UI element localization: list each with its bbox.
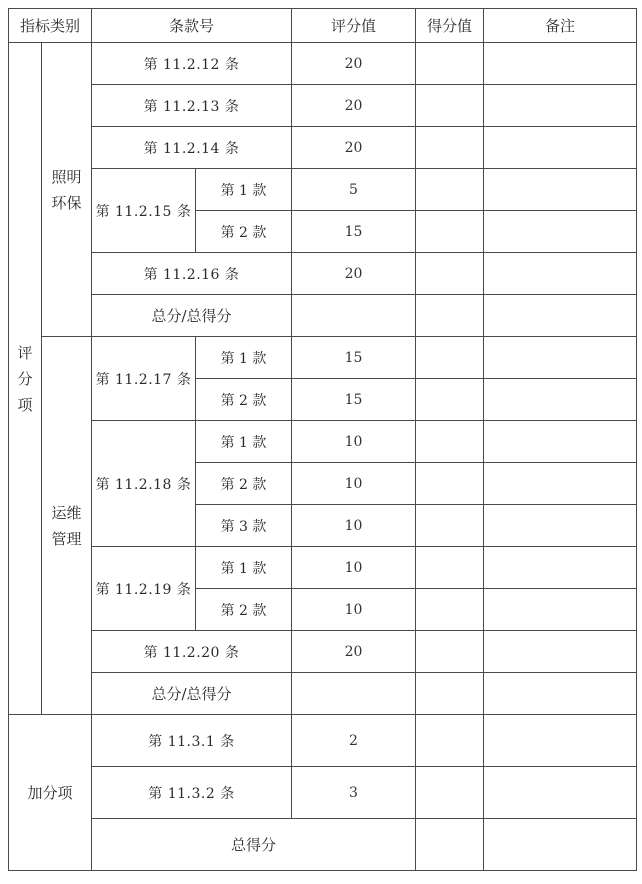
table-row <box>9 127 637 169</box>
score-cell: 15 <box>292 379 416 421</box>
clause-cell: 第 11.2.20 条 <box>92 631 292 673</box>
remarks-cell <box>484 43 637 85</box>
sub-clause-cell: 第 1 款 <box>196 547 292 589</box>
subtotal-label: 总分/总得分 <box>92 673 292 715</box>
score-cell: 10 <box>292 505 416 547</box>
score-cell: 10 <box>292 421 416 463</box>
total-label: 总得分 <box>92 819 416 871</box>
remarks-cell <box>484 673 637 715</box>
sub-clause-cell: 第 1 款 <box>196 169 292 211</box>
obtained-cell <box>416 463 484 505</box>
group-operation-label: 运维 管理 <box>51 503 82 548</box>
clause-cell: 第 11.3.1 条 <box>92 715 292 767</box>
table-row <box>9 767 637 819</box>
obtained-cell <box>416 767 484 819</box>
sub-clause-cell: 第 2 款 <box>196 589 292 631</box>
remarks-cell <box>484 295 637 337</box>
score-cell: 15 <box>292 337 416 379</box>
remarks-cell <box>484 767 637 819</box>
sub-clause-cell: 第 2 款 <box>196 379 292 421</box>
table-row <box>9 421 637 463</box>
header-clause: 条款号 <box>92 9 292 43</box>
table-row <box>9 673 637 715</box>
table-row <box>9 295 637 337</box>
clause-cell: 第 11.2.12 条 <box>92 43 292 85</box>
group-operation <box>42 337 92 715</box>
remarks-cell <box>484 253 637 295</box>
score-cell <box>292 673 416 715</box>
clause-cell: 第 11.2.17 条 <box>92 337 196 421</box>
remarks-cell <box>484 715 637 767</box>
clause-cell: 第 11.2.15 条 <box>92 169 196 253</box>
table-row <box>9 85 637 127</box>
score-cell: 20 <box>292 253 416 295</box>
obtained-cell <box>416 547 484 589</box>
remarks-cell <box>484 421 637 463</box>
group-bonus: 加分项 <box>9 715 92 871</box>
header-score-value: 评分值 <box>292 9 416 43</box>
obtained-cell <box>416 295 484 337</box>
table-row <box>9 253 637 295</box>
obtained-cell <box>416 819 484 871</box>
sub-clause-cell: 第 1 款 <box>196 337 292 379</box>
score-cell: 20 <box>292 85 416 127</box>
score-cell: 20 <box>292 631 416 673</box>
obtained-cell <box>416 379 484 421</box>
group-scoring-label: 评 分 项 <box>17 343 33 414</box>
score-cell: 10 <box>292 547 416 589</box>
remarks-cell <box>484 85 637 127</box>
table-row <box>9 631 637 673</box>
subtotal-label: 总分/总得分 <box>92 295 292 337</box>
remarks-cell <box>484 169 637 211</box>
obtained-cell <box>416 253 484 295</box>
sub-clause-cell: 第 2 款 <box>196 463 292 505</box>
score-cell: 15 <box>292 211 416 253</box>
table-row <box>9 43 637 85</box>
sub-clause-cell: 第 1 款 <box>196 421 292 463</box>
header-category: 指标类别 <box>9 9 92 43</box>
remarks-cell <box>484 211 637 253</box>
sub-clause-cell: 第 3 款 <box>196 505 292 547</box>
scoring-table-container <box>8 8 637 871</box>
clause-cell: 第 11.2.18 条 <box>92 421 196 547</box>
header-remarks: 备注 <box>484 9 637 43</box>
obtained-cell <box>416 211 484 253</box>
clause-cell: 第 11.2.14 条 <box>92 127 292 169</box>
remarks-cell <box>484 547 637 589</box>
sub-clause-cell: 第 2 款 <box>196 211 292 253</box>
obtained-cell <box>416 169 484 211</box>
group-lighting-label: 照明 环保 <box>51 167 82 212</box>
score-cell: 10 <box>292 463 416 505</box>
obtained-cell <box>416 631 484 673</box>
remarks-cell <box>484 337 637 379</box>
score-cell: 3 <box>292 767 416 819</box>
header-obtained: 得分值 <box>416 9 484 43</box>
obtained-cell <box>416 673 484 715</box>
table-row <box>9 819 637 871</box>
obtained-cell <box>416 421 484 463</box>
score-cell: 20 <box>292 43 416 85</box>
table-row <box>9 547 637 589</box>
scoring-table <box>8 8 637 871</box>
score-cell: 2 <box>292 715 416 767</box>
obtained-cell <box>416 337 484 379</box>
clause-cell: 第 11.2.16 条 <box>92 253 292 295</box>
obtained-cell <box>416 715 484 767</box>
remarks-cell <box>484 463 637 505</box>
header-row <box>9 9 637 43</box>
clause-cell: 第 11.2.13 条 <box>92 85 292 127</box>
obtained-cell <box>416 589 484 631</box>
obtained-cell <box>416 85 484 127</box>
obtained-cell <box>416 43 484 85</box>
table-row <box>9 169 637 211</box>
clause-cell: 第 11.2.19 条 <box>92 547 196 631</box>
remarks-cell <box>484 379 637 421</box>
obtained-cell <box>416 127 484 169</box>
score-cell: 20 <box>292 127 416 169</box>
score-cell: 10 <box>292 589 416 631</box>
group-lighting <box>42 43 92 337</box>
remarks-cell <box>484 505 637 547</box>
table-row <box>9 337 637 379</box>
remarks-cell <box>484 589 637 631</box>
remarks-cell <box>484 127 637 169</box>
score-cell <box>292 295 416 337</box>
obtained-cell <box>416 505 484 547</box>
remarks-cell <box>484 631 637 673</box>
clause-cell: 第 11.3.2 条 <box>92 767 292 819</box>
table-row <box>9 715 637 767</box>
score-cell: 5 <box>292 169 416 211</box>
group-scoring <box>9 43 42 715</box>
remarks-cell <box>484 819 637 871</box>
